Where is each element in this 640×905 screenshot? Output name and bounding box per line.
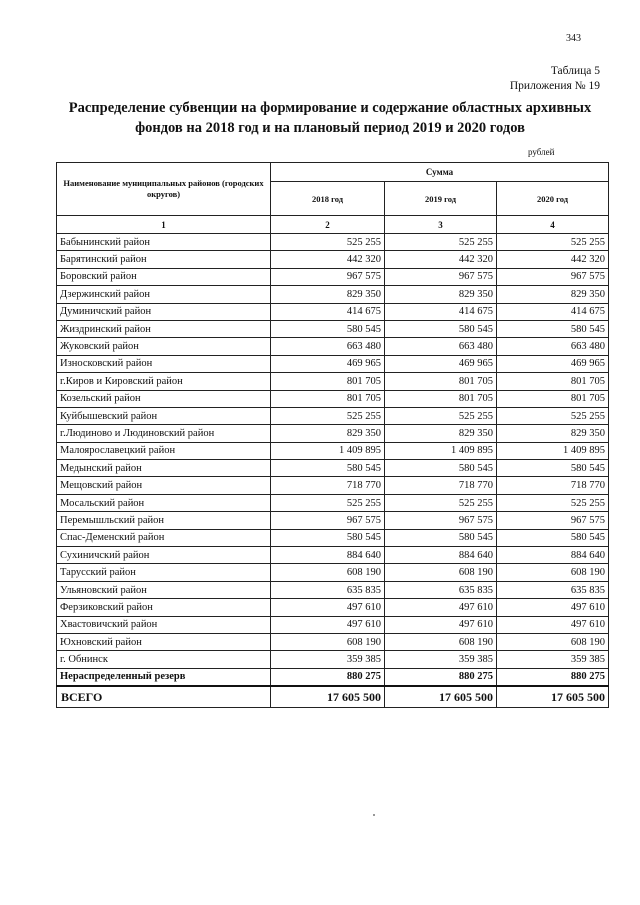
table-label: Таблица 5 <box>550 65 600 77</box>
header-year-2018: 2018 год <box>271 182 385 216</box>
value-2018: 580 545 <box>271 529 385 546</box>
value-2020: 718 770 <box>497 477 609 494</box>
reserve-2018: 880 275 <box>271 668 385 686</box>
district-name: г.Киров и Кировский район <box>57 373 271 390</box>
column-number: 1 <box>57 216 271 234</box>
table-caption <box>510 64 600 94</box>
value-2020: 525 255 <box>497 407 609 424</box>
table-row <box>57 390 609 407</box>
value-2019: 1 409 895 <box>385 442 497 459</box>
table-row <box>57 460 609 477</box>
value-2020: 580 545 <box>497 320 609 337</box>
district-name: Перемышльский район <box>57 512 271 529</box>
table-row <box>57 320 609 337</box>
table-row <box>57 599 609 616</box>
table-row <box>57 251 609 268</box>
table-row <box>57 268 609 285</box>
district-name: Дзержинский район <box>57 286 271 303</box>
table-row <box>57 303 609 320</box>
value-2018: 580 545 <box>271 460 385 477</box>
table-row <box>57 477 609 494</box>
district-name: Козельский район <box>57 390 271 407</box>
value-2020: 580 545 <box>497 529 609 546</box>
value-2019: 967 575 <box>385 512 497 529</box>
value-2018: 608 190 <box>271 633 385 650</box>
value-2018: 829 350 <box>271 425 385 442</box>
district-name: Мосальский район <box>57 494 271 511</box>
district-name: Барятинский район <box>57 251 271 268</box>
value-2018: 608 190 <box>271 564 385 581</box>
value-2019: 608 190 <box>385 633 497 650</box>
table-body <box>57 234 609 708</box>
header-name-column: Наименование муниципальных районов (городских округов) <box>57 163 271 216</box>
district-name: Куйбышевский район <box>57 407 271 424</box>
value-2018: 580 545 <box>271 320 385 337</box>
title-line-1: Распределение субвенции на формирование и содержание областных архивных <box>68 100 592 116</box>
value-2018: 525 255 <box>271 234 385 251</box>
table-row <box>57 442 609 459</box>
value-2018: 442 320 <box>271 251 385 268</box>
total-2020: 17 605 500 <box>497 686 609 708</box>
district-name: Хвастовичский район <box>57 616 271 633</box>
district-name: Медынский район <box>57 460 271 477</box>
column-number: 3 <box>385 216 497 234</box>
value-2018: 414 675 <box>271 303 385 320</box>
table-row <box>57 633 609 650</box>
page-number: 343 <box>566 33 581 44</box>
value-2020: 635 835 <box>497 581 609 598</box>
table-row <box>57 616 609 633</box>
district-name: Жиздринский район <box>57 320 271 337</box>
value-2019: 801 705 <box>385 373 497 390</box>
value-2020: 580 545 <box>497 460 609 477</box>
column-number: 4 <box>497 216 609 234</box>
value-2018: 469 965 <box>271 355 385 372</box>
value-2019: 497 610 <box>385 616 497 633</box>
value-2019: 967 575 <box>385 268 497 285</box>
document-title <box>40 98 620 138</box>
district-name: Износковский район <box>57 355 271 372</box>
value-2020: 525 255 <box>497 494 609 511</box>
value-2020: 608 190 <box>497 633 609 650</box>
value-2020: 801 705 <box>497 390 609 407</box>
value-2019: 580 545 <box>385 460 497 477</box>
value-2019: 635 835 <box>385 581 497 598</box>
value-2018: 967 575 <box>271 512 385 529</box>
value-2020: 497 610 <box>497 616 609 633</box>
district-name: Думиничский район <box>57 303 271 320</box>
column-number: 2 <box>271 216 385 234</box>
value-2018: 829 350 <box>271 286 385 303</box>
value-2019: 414 675 <box>385 303 497 320</box>
value-2020: 1 409 895 <box>497 442 609 459</box>
header-year-2020: 2020 год <box>497 182 609 216</box>
value-2020: 525 255 <box>497 234 609 251</box>
value-2020: 884 640 <box>497 547 609 564</box>
value-2020: 442 320 <box>497 251 609 268</box>
district-name: Ферзиковский район <box>57 599 271 616</box>
value-2019: 469 965 <box>385 355 497 372</box>
value-2019: 663 480 <box>385 338 497 355</box>
value-2020: 608 190 <box>497 564 609 581</box>
value-2019: 497 610 <box>385 599 497 616</box>
district-name: Жуковский район <box>57 338 271 355</box>
scan-speck <box>373 814 375 816</box>
table-row <box>57 564 609 581</box>
value-2019: 829 350 <box>385 286 497 303</box>
value-2018: 663 480 <box>271 338 385 355</box>
value-2020: 663 480 <box>497 338 609 355</box>
value-2020: 497 610 <box>497 599 609 616</box>
table-row <box>57 234 609 251</box>
value-2019: 525 255 <box>385 234 497 251</box>
value-2019: 580 545 <box>385 529 497 546</box>
value-2018: 801 705 <box>271 373 385 390</box>
value-2020: 359 385 <box>497 651 609 668</box>
value-2018: 1 409 895 <box>271 442 385 459</box>
district-name: Боровский район <box>57 268 271 285</box>
table-row <box>57 512 609 529</box>
district-name: Мещовский район <box>57 477 271 494</box>
header-year-2019: 2019 год <box>385 182 497 216</box>
appendix-label: Приложения № 19 <box>509 80 600 92</box>
title-line-2: фондов на 2018 год и на плановый период 2019 и 2020 годов <box>135 120 525 136</box>
value-2019: 580 545 <box>385 320 497 337</box>
header-sum: Сумма <box>271 163 609 182</box>
district-name: г. Обнинск <box>57 651 271 668</box>
value-2019: 829 350 <box>385 425 497 442</box>
value-2018: 359 385 <box>271 651 385 668</box>
value-2020: 469 965 <box>497 355 609 372</box>
value-2019: 801 705 <box>385 390 497 407</box>
table-row <box>57 581 609 598</box>
value-2018: 884 640 <box>271 547 385 564</box>
table-row <box>57 355 609 372</box>
table-row <box>57 529 609 546</box>
table-row <box>57 286 609 303</box>
value-2018: 635 835 <box>271 581 385 598</box>
value-2019: 359 385 <box>385 651 497 668</box>
value-2018: 497 610 <box>271 616 385 633</box>
table-row <box>57 407 609 424</box>
value-2018: 525 255 <box>271 494 385 511</box>
table-row <box>57 494 609 511</box>
value-2019: 525 255 <box>385 494 497 511</box>
value-2019: 884 640 <box>385 547 497 564</box>
table-row <box>57 651 609 668</box>
reserve-name: Нераспределенный резерв <box>57 668 271 686</box>
unit-label: рублей <box>528 147 555 157</box>
total-row <box>57 686 609 708</box>
subvention-table <box>56 162 609 708</box>
value-2018: 801 705 <box>271 390 385 407</box>
value-2019: 718 770 <box>385 477 497 494</box>
total-2019: 17 605 500 <box>385 686 497 708</box>
reserve-2020: 880 275 <box>497 668 609 686</box>
total-2018: 17 605 500 <box>271 686 385 708</box>
value-2019: 525 255 <box>385 407 497 424</box>
value-2018: 497 610 <box>271 599 385 616</box>
table-row <box>57 425 609 442</box>
district-name: Ульяновский район <box>57 581 271 598</box>
value-2020: 829 350 <box>497 286 609 303</box>
value-2018: 967 575 <box>271 268 385 285</box>
district-name: г.Людиново и Людиновский район <box>57 425 271 442</box>
reserve-2019: 880 275 <box>385 668 497 686</box>
value-2020: 801 705 <box>497 373 609 390</box>
value-2020: 967 575 <box>497 268 609 285</box>
value-2020: 414 675 <box>497 303 609 320</box>
value-2020: 967 575 <box>497 512 609 529</box>
value-2019: 442 320 <box>385 251 497 268</box>
table-row <box>57 338 609 355</box>
district-name: Тарусский район <box>57 564 271 581</box>
district-name: Бабынинский район <box>57 234 271 251</box>
table-row <box>57 373 609 390</box>
district-name: Сухиничский район <box>57 547 271 564</box>
value-2020: 829 350 <box>497 425 609 442</box>
district-name: Спас-Деменский район <box>57 529 271 546</box>
table-row <box>57 547 609 564</box>
value-2018: 718 770 <box>271 477 385 494</box>
district-name: Юхновский район <box>57 633 271 650</box>
reserve-row <box>57 668 609 686</box>
district-name: Малоярославецкий район <box>57 442 271 459</box>
value-2018: 525 255 <box>271 407 385 424</box>
total-name: ВСЕГО <box>57 686 271 708</box>
value-2019: 608 190 <box>385 564 497 581</box>
